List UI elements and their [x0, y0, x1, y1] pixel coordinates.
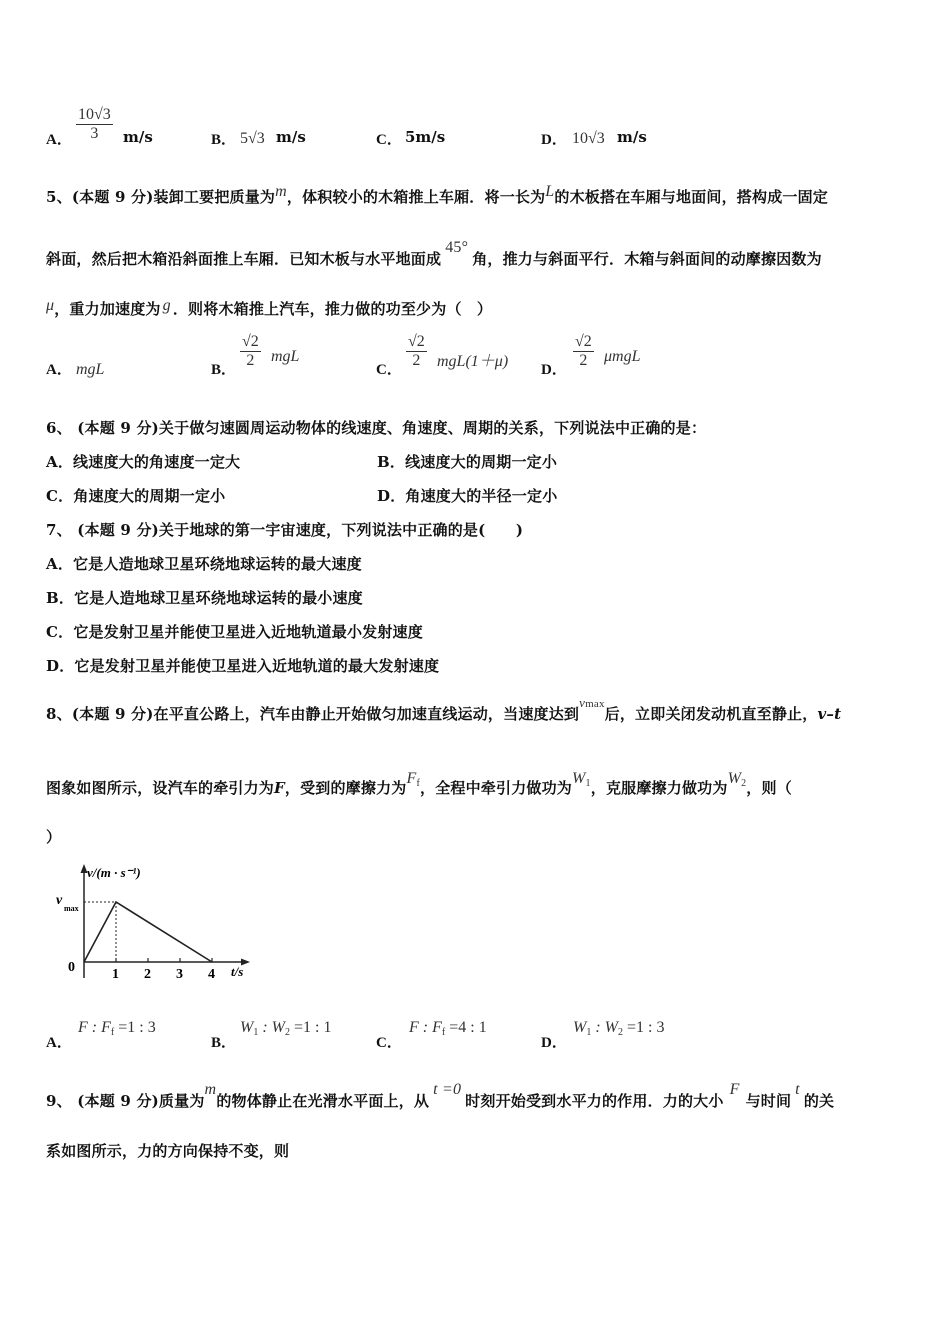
q6-option-d: D．角速度大的半径一定小	[377, 487, 558, 505]
q4-option-b-unit: m/s	[276, 128, 306, 146]
vt-graph	[46, 860, 256, 990]
q4-option-c-value: 5m/s	[405, 128, 446, 146]
q9-t0: t =0	[433, 1081, 462, 1098]
q9-F: F	[729, 1081, 740, 1098]
q4-option-d-label: D．	[541, 132, 567, 148]
q5-option-b-label: B．	[211, 362, 237, 378]
q4-option-c-label: C．	[376, 132, 402, 148]
q9-m: m	[204, 1081, 217, 1098]
q8-option-c-expr: F : $F_f =4$ : 1	[409, 1019, 487, 1038]
q7-option-b: B．它是人造地球卫星环绕地球运转的最小速度	[46, 589, 363, 607]
vt-graph-series	[84, 902, 212, 962]
q8-vmax: vmax	[579, 695, 605, 710]
vt-graph-ymark: v	[56, 893, 63, 908]
q4-option-d-value: 10√3	[572, 130, 605, 147]
vt-graph-xtick-label-4: 4	[208, 967, 215, 982]
q8-Ff: $F_f$	[406, 770, 420, 789]
vt-graph-origin: 0	[68, 960, 75, 975]
q8-option-b-label: B．	[211, 1035, 237, 1051]
q4-option-d-unit: m/s	[617, 128, 647, 146]
q8-W1: $W_1$	[572, 770, 591, 789]
q8-line-1: 8、(本题 9 分)在平直公路上，汽车由静止开始做匀加速直线运动，当速度达到vmax后，立即关闭发动机直至静止，v–t	[46, 695, 842, 723]
q8-W2: $W_2$	[727, 770, 747, 789]
q7-option-d: D．它是发射卫星并能使卫星进入近地轨道的最大发射速度	[46, 657, 440, 675]
q8-line-2: 图象如图所示，设汽车的牵引力为F，受到的摩擦力为$F_f$，全程中牵引力做功为$W_1$，克服摩擦力做功为$W_2$，则（	[46, 770, 792, 797]
q4-option-a-unit: m/s	[123, 128, 153, 146]
q8-option-d-expr: $W_1$ : $W_2 =1$ : 3	[573, 1019, 665, 1038]
q7-stem: 7、 (本题 9 分)关于地球的第一宇宙速度，下列说法中正确的是( )	[46, 521, 524, 539]
q6-option-b: B．线速度大的周期一定小	[377, 453, 558, 471]
q4-option-b-label: B．	[211, 132, 237, 148]
vt-graph-xtick-label-3: 3	[176, 967, 183, 982]
q7-option-c: C．它是发射卫星并能使卫星进入近地轨道最小发射速度	[46, 623, 423, 641]
q5-g: g	[162, 297, 171, 314]
q8-option-a-expr: F : $F_f =1$ : 3	[78, 1019, 156, 1038]
q6-option-a: A．线速度大的角速度一定大	[46, 453, 241, 471]
vt-graph-velocity-line	[84, 902, 212, 962]
vt-graph-ylabel: v/(m · s⁻¹)	[87, 865, 141, 880]
q7-option-a: A．它是人造地球卫星环绕地球运转的最大速度	[46, 555, 362, 573]
q8-vt: v–t	[817, 705, 842, 723]
q5-option-a-label: A．	[46, 362, 72, 378]
q5-mu: μ	[46, 297, 55, 314]
q6-stem: 6、 (本题 9 分)关于做匀速圆周运动物体的线速度、角速度、周期的关系，下列说法中正确的是：	[46, 419, 707, 437]
q8-option-b-expr: $W_1$ : $W_2 =1$ : 1	[240, 1019, 332, 1038]
vt-graph-xtick-label-1: 1	[112, 967, 119, 982]
q9-t: t	[795, 1081, 800, 1098]
q8-option-d-label: D．	[541, 1035, 567, 1051]
q5-L: L	[545, 183, 555, 200]
q5-option-c-fraction: $\frac{√2}{2}$	[408, 333, 425, 369]
vt-graph-ymark-sub: max	[64, 904, 79, 913]
q5-option-a-expr: mgL	[76, 361, 105, 378]
q5-line-2: 斜面，然后把木箱沿斜面推上车厢．已知木板与水平地面成45°角，推力与斜面平行．木箱与斜面间的动摩擦因数为	[46, 239, 822, 268]
q5-m: m	[275, 183, 287, 200]
vt-graph-xlabel: t/s	[231, 964, 244, 979]
q9-line-2: 系如图所示，力的方向保持不变，则	[46, 1142, 290, 1160]
q8-line-3: ）	[46, 828, 62, 846]
q5-option-d-label: D．	[541, 362, 567, 378]
q5-option-d-fraction: $\frac{√2}{2}$	[575, 333, 592, 369]
q8-option-c-label: C．	[376, 1035, 402, 1051]
q9-line-1: 9、 (本题 9 分)质量为m的物体静止在光滑水平面上，从t =0时刻开始受到水平力的作用．力的大小F与时间t的关	[46, 1081, 835, 1110]
q6-option-c: C．角速度大的周期一定小	[46, 487, 226, 505]
q5-option-b-fraction: $\frac{√2}{2}$	[242, 333, 259, 369]
q5-line-1: 5、(本题 9 分)装卸工要把质量为m，体积较小的木箱推上车厢．将一长为L的木板搭在车厢与地面间，搭构成一固定	[46, 183, 829, 206]
q5-option-b-expr: mgL	[271, 348, 300, 365]
vt-graph-xtick-label-2: 2	[144, 967, 151, 982]
q5-angle: 45°	[445, 239, 469, 256]
q5-option-c-label: C．	[376, 362, 402, 378]
q5-line-3: μ，重力加速度为 g ．则将木箱推上汽车，推力做的功至少为（ ）	[46, 297, 493, 318]
q4-option-a-fraction: $\frac{10√3}{3}$	[78, 106, 111, 142]
q8-option-a-label: A．	[46, 1035, 72, 1051]
q5-option-c-expr: mgL(1＋μ)	[437, 353, 509, 370]
q4-option-a-label: A．	[46, 132, 72, 148]
q5-option-d-expr: μmgL	[604, 348, 641, 365]
q4-option-b-value: 5√3	[240, 130, 265, 147]
